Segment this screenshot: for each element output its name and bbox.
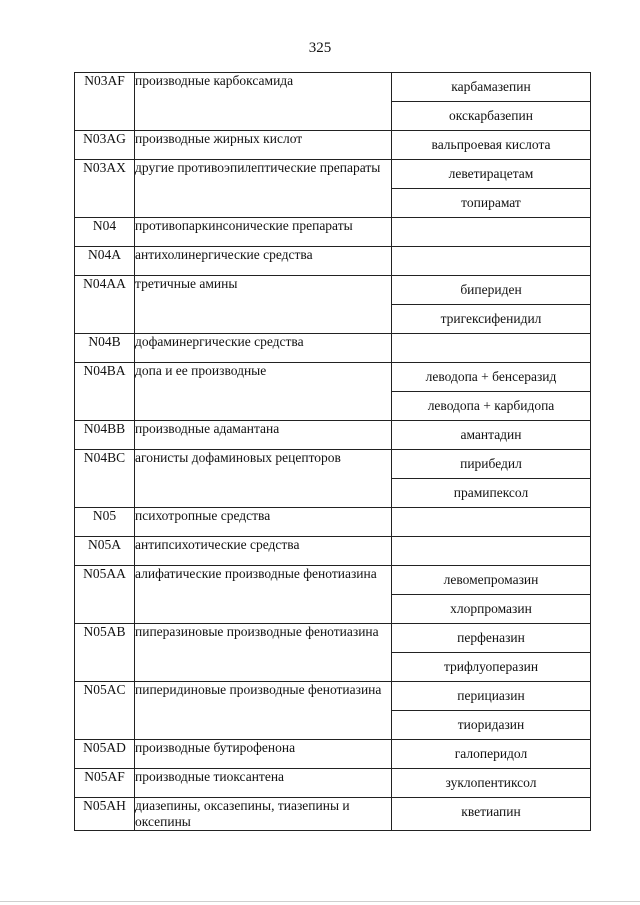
drug-name: кветиапин bbox=[461, 804, 521, 819]
table-row bbox=[75, 218, 591, 247]
group-description-cell: алифатические производные фенотиазина bbox=[135, 566, 392, 624]
page-edge-line bbox=[0, 901, 640, 902]
atc-code-cell: N03AX bbox=[75, 160, 135, 218]
table-row bbox=[75, 508, 591, 537]
group-description-cell: агонисты дофаминовых рецепторов bbox=[135, 450, 392, 508]
table-row bbox=[75, 624, 591, 682]
drug-list-cell bbox=[392, 160, 591, 218]
atc-code-cell: N04AA bbox=[75, 276, 135, 334]
drug-name: леводопа + карбидопа bbox=[427, 398, 555, 413]
table-row bbox=[75, 247, 591, 276]
atc-code-cell: N03AG bbox=[75, 131, 135, 160]
group-description-cell: допа и ее производные bbox=[135, 363, 392, 421]
group-description-cell: другие противоэпилептические препараты bbox=[135, 160, 392, 218]
drug-name: перициазин bbox=[392, 682, 590, 711]
drug-list-cell bbox=[392, 218, 591, 247]
drug-list-cell bbox=[392, 537, 591, 566]
drug-list-cell bbox=[392, 421, 591, 450]
drug-name: леветирацетам bbox=[392, 160, 590, 189]
drug-name: прамипексол bbox=[453, 485, 529, 500]
empty-drug-slot bbox=[392, 218, 590, 246]
drug-name: трифлуоперазин bbox=[443, 659, 539, 674]
drug-name: хлорпромазин bbox=[450, 601, 532, 616]
table-row bbox=[75, 450, 591, 508]
drug-name: вальпроевая кислота bbox=[431, 137, 551, 152]
group-description-cell: производные бутирофенона bbox=[135, 740, 392, 769]
atc-code-cell: N04BB bbox=[75, 421, 135, 450]
group-description-cell: третичные амины bbox=[135, 276, 392, 334]
atc-code-cell: N05 bbox=[75, 508, 135, 537]
atc-code-cell: N05AF bbox=[75, 769, 135, 798]
drug-name: пирибедил bbox=[392, 450, 590, 479]
group-description-cell: дофаминергические средства bbox=[135, 334, 392, 363]
drug-list-cell bbox=[392, 131, 591, 160]
drug-name: перфеназин bbox=[392, 624, 590, 653]
atc-code-cell: N04B bbox=[75, 334, 135, 363]
table-row bbox=[75, 334, 591, 363]
drug-name: галоперидол bbox=[454, 746, 528, 761]
drug-name: окскарбазепин bbox=[449, 108, 533, 123]
group-description-cell: психотропные средства bbox=[135, 508, 392, 537]
drug-list-cell bbox=[392, 566, 591, 624]
table-row bbox=[75, 363, 591, 421]
drug-list-cell bbox=[392, 769, 591, 798]
drug-name: зуклопентиксол bbox=[445, 775, 537, 790]
atc-code-cell: N05A bbox=[75, 537, 135, 566]
atc-code-cell: N05AC bbox=[75, 682, 135, 740]
group-description-cell: производные адамантана bbox=[135, 421, 392, 450]
atc-code-cell: N04 bbox=[75, 218, 135, 247]
table-row bbox=[75, 160, 591, 218]
atc-code-cell: N05AH bbox=[75, 798, 135, 831]
drug-name: амантадин bbox=[460, 427, 522, 442]
drug-name: левомепромазин bbox=[392, 566, 590, 595]
table-row bbox=[75, 131, 591, 160]
atc-code-cell: N05AA bbox=[75, 566, 135, 624]
atc-code-cell: N05AD bbox=[75, 740, 135, 769]
page-number: 325 bbox=[308, 40, 332, 56]
atc-code-cell: N04BC bbox=[75, 450, 135, 508]
group-description-cell: диазепины, оксазепины, тиазепины и оксепины bbox=[135, 798, 392, 831]
table-body bbox=[75, 73, 591, 831]
empty-drug-slot bbox=[392, 508, 590, 536]
drug-list-cell bbox=[392, 334, 591, 363]
table-row bbox=[75, 769, 591, 798]
drug-list-cell bbox=[392, 798, 591, 831]
table-row bbox=[75, 421, 591, 450]
drug-list-cell bbox=[392, 740, 591, 769]
drug-name: тригексифенидил bbox=[440, 311, 542, 326]
table-row bbox=[75, 798, 591, 831]
table-row bbox=[75, 566, 591, 624]
group-description-cell: пиперазиновые производные фенотиазина bbox=[135, 624, 392, 682]
table-row bbox=[75, 276, 591, 334]
drug-name: тиоридазин bbox=[457, 717, 525, 732]
table-row bbox=[75, 682, 591, 740]
drug-name: карбамазепин bbox=[392, 73, 590, 102]
drug-list-cell bbox=[392, 363, 591, 421]
drug-list-cell bbox=[392, 73, 591, 131]
group-description-cell: производные тиоксантена bbox=[135, 769, 392, 798]
group-description-cell: антихолинергические средства bbox=[135, 247, 392, 276]
group-description-cell: производные карбоксамида bbox=[135, 73, 392, 131]
atc-code-cell: N04A bbox=[75, 247, 135, 276]
group-description-cell: антипсихотические средства bbox=[135, 537, 392, 566]
drug-name: леводопа + бенсеразид bbox=[392, 363, 590, 392]
drug-list-cell bbox=[392, 624, 591, 682]
atc-drug-table bbox=[74, 72, 591, 831]
drug-name: бипериден bbox=[392, 276, 590, 305]
empty-drug-slot bbox=[392, 247, 590, 275]
drug-list-cell bbox=[392, 276, 591, 334]
group-description-cell: противопаркинсонические препараты bbox=[135, 218, 392, 247]
table-row bbox=[75, 537, 591, 566]
drug-list-cell bbox=[392, 247, 591, 276]
drug-list-cell bbox=[392, 682, 591, 740]
drug-list-cell bbox=[392, 450, 591, 508]
atc-code-cell: N04BA bbox=[75, 363, 135, 421]
empty-drug-slot bbox=[392, 334, 590, 362]
table-row bbox=[75, 740, 591, 769]
atc-code-cell: N05AB bbox=[75, 624, 135, 682]
drug-list-cell bbox=[392, 508, 591, 537]
table-row bbox=[75, 73, 591, 131]
atc-code-cell: N03AF bbox=[75, 73, 135, 131]
group-description-cell: производные жирных кислот bbox=[135, 131, 392, 160]
empty-drug-slot bbox=[392, 537, 590, 565]
drug-name: топирамат bbox=[461, 195, 521, 210]
group-description-cell: пиперидиновые производные фенотиазина bbox=[135, 682, 392, 740]
